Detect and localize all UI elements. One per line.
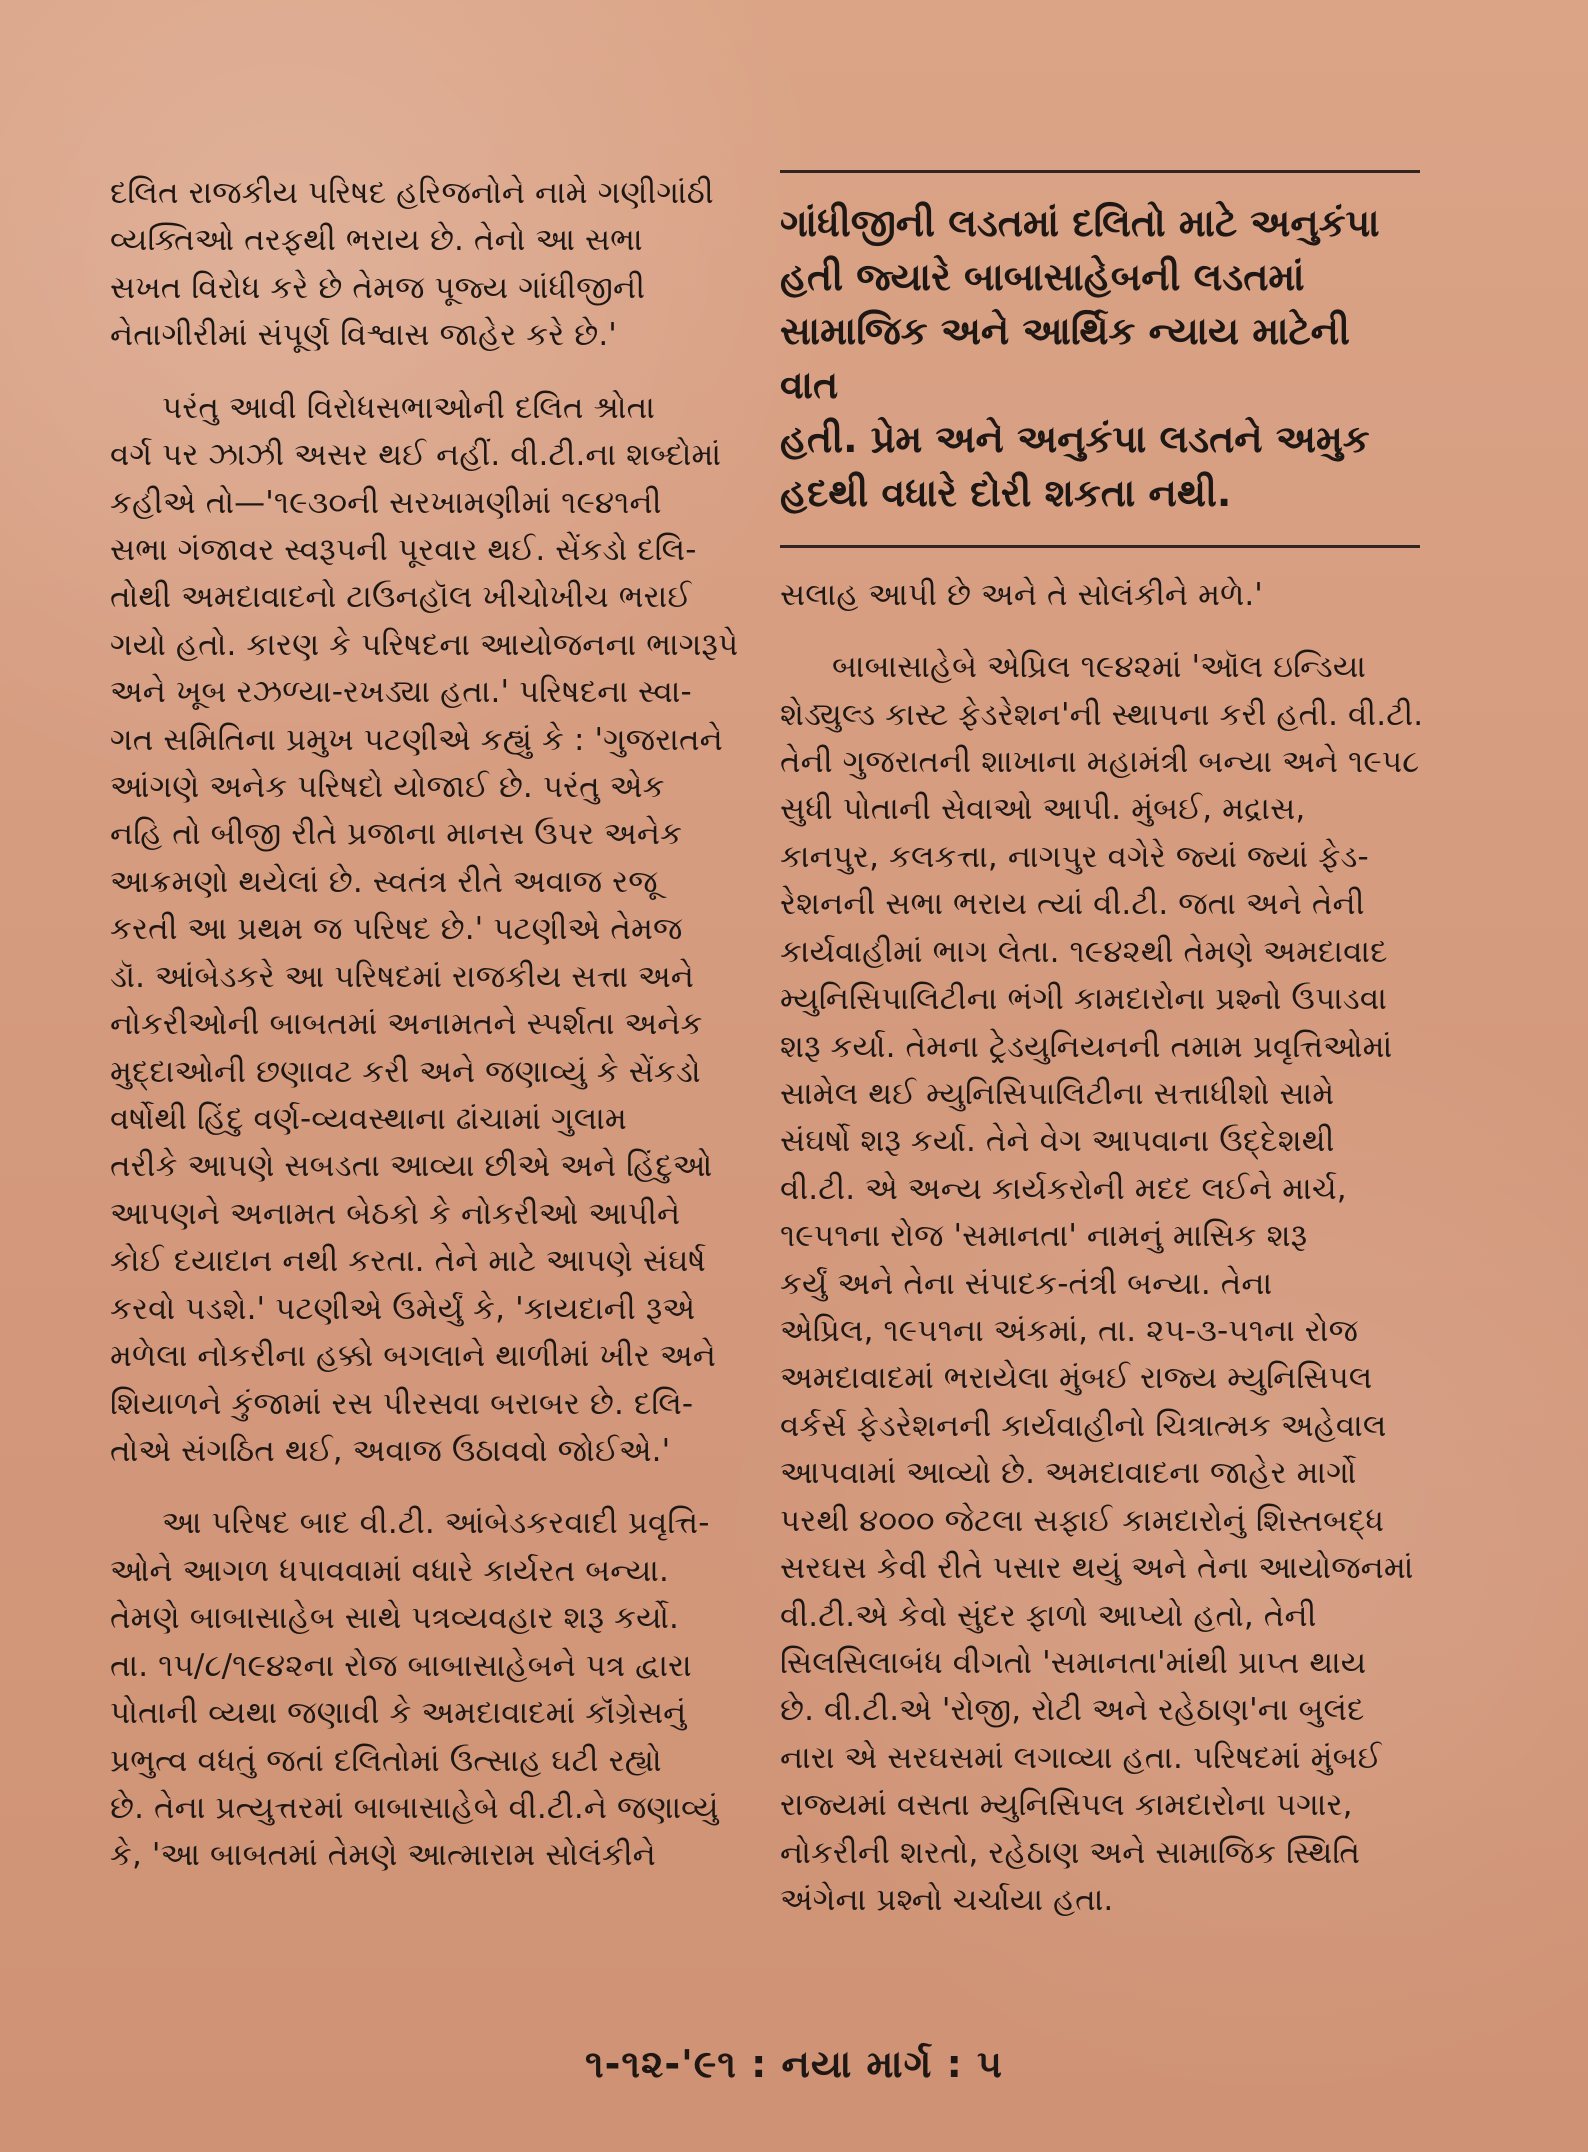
pullquote-bottom-rule (780, 545, 1420, 548)
left-paragraph-3: આ પરિષદ બાદ વી.ટી. આંબેડકરવાદી પ્રવૃત્તિ- ઓને આગળ ધપાવવામાં વધારે કાર્યરત બન્યા. તેમણે બાબાસાહેબ સાથે પત્રવ્યવહાર શરૂ કર્યો. તા. ૧૫/૮/૧૯૪૨ના રોજ બાબાસાહેબને પત્ર દ્વારા પોતાની વ્યથા જણાવી કે અમદાવાદમાં કૉંગ્રેસનું પ્રભુત્વ વધતું જતાં દલિતોમાં ઉત્સાહ ઘટી રહ્યો છે. તેના પ્રત્યુત્તરમાં બાબાસાહેબે વી.ટી.ને જણાવ્યું કે, 'આ બાબતમાં તેમણે આત્મારામ સોલંકીને (110, 1505, 719, 1874)
right-paragraph-1: સલાહ આપી છે અને તે સોલંકીને મળે.' (780, 576, 1263, 613)
pullquote-top-rule (780, 170, 1420, 173)
page-footer: ૧-૧૨-'૯૧ : નયા માર્ગ : ૫ (585, 2042, 1003, 2086)
left-paragraph-2: પરંતુ આવી વિરોધસભાઓની દલિત શ્રોતા વર્ગ પર ઝાઝી અસર થઈ નહીં. વી.ટી.ના શબ્દોમાં કહીએ તો—'૧૯૩૦ની સરખામણીમાં ૧૯૪૧ની સભા ગંજાવર સ્વરૂપની પૂરવાર થઈ. સેંકડો દલિ- તોથી અમદાવાદનો ટાઉનહૉલ ખીચોખીચ ભરાઈ ગયો હતો. કારણ કે પરિષદના આયોજનના ભાગરૂપે અને ખૂબ રઝળ્યા-રખડ્યા હતા.' પરિષદના સ્વા- ગત સમિતિના પ્રમુખ પટણીએ કહ્યું કે : 'ગુજરાતને આંગણે અનેક પરિષદો યોજાઈ છે. પરંતુ એક નહિ તો બીજી રીતે પ્રજાના માનસ ઉપર અનેક આક્રમણો થયેલાં છે. સ્વતંત્ર રીતે અવાજ રજૂ કરતી આ પ્રથમ જ પરિષદ છે.' પટણીએ તેમજ ડૉ. આંબેડકરે આ પરિષદમાં રાજકીય સત્તા અને નોકરીઓની બાબતમાં અનામતને સ્પર્શતા અનેક મુદ્દાઓની છણાવટ કરી અને જણાવ્યું કે સેંકડો વર્ષોથી હિંદુ વર્ણ-વ્યવસ્થાના ઢાંચામાં ગુલામ તરીકે આપણે સબડતા આવ્યા છીએ અને હિંદુઓ આપણને અનામત બેઠકો કે નોકરીઓ આપીને કોઈ દયાદાન નથી કરતા. તેને માટે આપણે સંઘર્ષ કરવો પડશે.' પટણીએ ઉમેર્યું કે, 'કાયદાની રૂએ મળેલા નોકરીના હક્કો બગલાને થાળીમાં ખીર અને શિયાળને કુંજામાં રસ પીરસવા બરાબર છે. દલિ- તોએ સંગઠિત થઈ, અવાજ ઉઠાવવો જોઈએ.' (110, 389, 739, 1469)
left-paragraph-1: દલિત રાજકીય પરિષદ હરિજનોને નામે ગણીગાંઠી વ્યક્તિઓ તરફથી ભરાય છે. તેનો આ સભા સખત વિરોધ કરે છે તેમજ પૂજ્ય ગાંધીજીની નેતાગીરીમાં સંપૂર્ણ વિશ્વાસ જાહેર કરે છે.' (110, 175, 714, 354)
pullquote: ગાંધીજીની લડતમાં દલિતો માટે અનુકંપા હતી જ્યારે બાબાસાહેબની લડતમાં સામાજિક અને આર્થિક ન્યાય માટેની વાત હતી. પ્રેમ અને અનુકંપા લડતને અમુક હદથી વધારે દોરી શકતા નથી. (780, 201, 1380, 515)
right-column (780, 170, 1460, 1950)
right-paragraph-2: બાબાસાહેબે એપ્રિલ ૧૯૪૨માં 'ઑલ ઇન્ડિયા શેડ્યુલ્ડ કાસ્ટ ફેડરેશન'ની સ્થાપના કરી હતી. વી.ટી. તેની ગુજરાતની શાખાના મહામંત્રી બન્યા અને ૧૯૫૮ સુધી પોતાની સેવાઓ આપી. મુંબઈ, મદ્રાસ, કાનપુર, કલકત્તા, નાગપુર વગેરે જ્યાં જ્યાં ફેડ- રેશનની સભા ભરાય ત્યાં વી.ટી. જતા અને તેની કાર્યવાહીમાં ભાગ લેતા. ૧૯૪૨થી તેમણે અમદાવાદ મ્યુનિસિપાલિટીના ભંગી કામદારોના પ્રશ્નો ઉપાડવા શરૂ કર્યા. તેમના ટ્રેડયુનિયનની તમામ પ્રવૃત્તિઓમાં સામેલ થઈ મ્યુનિસિપાલિટીના સત્તાધીશો સામે સંઘર્ષો શરૂ કર્યા. તેને વેગ આપવાના ઉદ્દેશથી વી.ટી. એ અન્ય કાર્યકરોની મદદ લઈને માર્ચ, ૧૯૫૧ના રોજ 'સમાનતા' નામનું માસિક શરૂ કર્યું અને તેના સંપાદક-તંત્રી બન્યા. તેના એપ્રિલ, ૧૯૫૧ના અંકમાં, તા. ૨૫-૩-૫૧ના રોજ અમદાવાદમાં ભરાયેલા મુંબઈ રાજ્ય મ્યુનિસિપલ વર્કર્સ ફેડરેશનની કાર્યવાહીનો ચિત્રાત્મક અહેવાલ આપવામાં આવ્યો છે. અમદાવાદના જાહેર માર્ગો પરથી ૪૦૦૦ જેટલા સફાઈ કામદારોનું શિસ્તબદ્ધ સરઘસ કેવી રીતે પસાર થયું અને તેના આયોજનમાં વી.ટી.એ કેવો સુંદર ફાળો આપ્યો હતો, તેની સિલસિલાબંધ વીગતો 'સમાનતા'માંથી પ્રાપ્ત થાય છે. વી.ટી.એ 'રોજી, રોટી અને રહેઠાણ'ના બુલંદ નારા એ સરઘસમાં લગાવ્યા હતા. પરિષદમાં મુંબઈ રાજ્યમાં વસતા મ્યુનિસિપલ કામદારોના પગાર, નોકરીની શરતો, રહેઠાણ અને સામાજિક સ્થિતિ અંગેના પ્રશ્નો ચર્ચાયા હતા. (780, 649, 1424, 1919)
left-column (110, 170, 790, 1905)
